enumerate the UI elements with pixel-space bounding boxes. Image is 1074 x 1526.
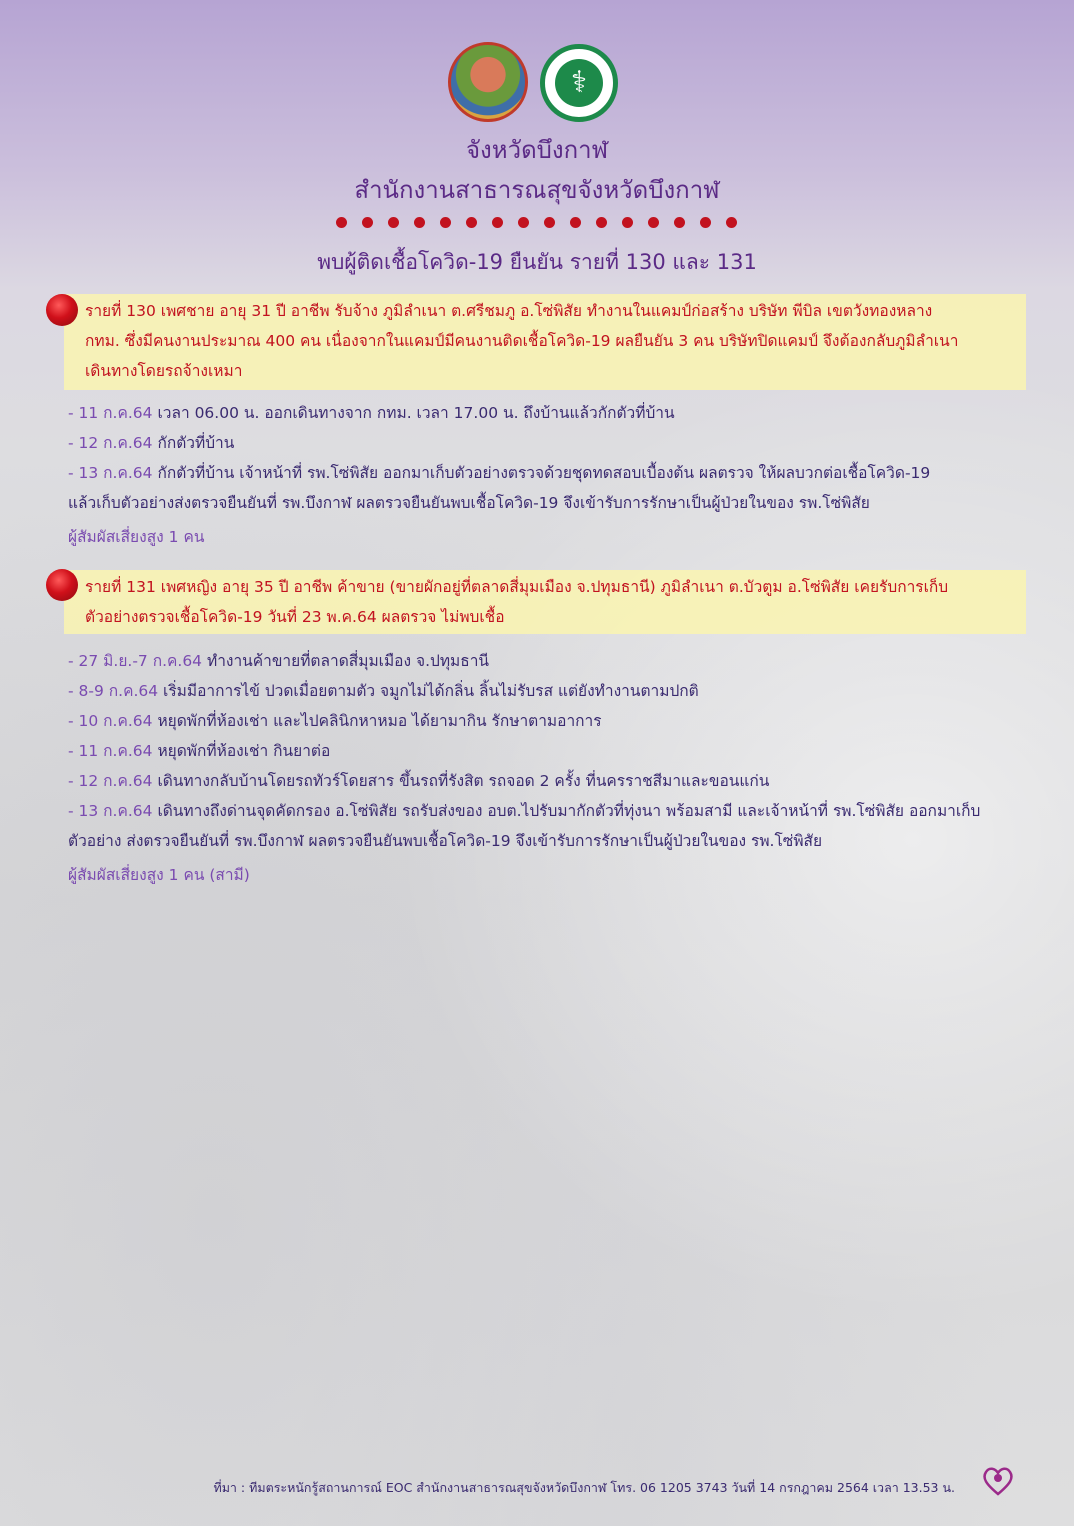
office-title: สำนักงานสาธารณสุขจังหวัดบึงกาฬ <box>354 176 720 204</box>
case-131-line1: รายที่ 131 เพศหญิง อายุ 35 ปี อาชีพ ค้าขาย (ขายผักอยู่ที่ตลาดสี่มุมเมือง จ.ปทุมธานี) ภูมิลำเนา ต.บัวตูม อ.โซ่พิสัย เคยรับการเก็บ <box>85 578 949 596</box>
timeline-item-cont: ตัวอย่าง ส่งตรวจยืนยันที่ รพ.บึงกาฬ ผลตรวจยืนยันพบเชื้อโควิด-19 จึงเข้ารับการรักษาเป็นผู้ป่วยในของ รพ.โซ่พิสัย <box>68 832 823 850</box>
case-130-line3: เดินทางโดยรถจ้างเหมา <box>85 362 243 380</box>
footer-source: ที่มา : ทีมตระหนักรู้สถานการณ์ EOC สำนักงานสาธารณสุขจังหวัดบึงกาฬ โทร. 06 1205 3743 วันที่ 14 กรกฎาคม 2564 เวลา 13.53 น. <box>213 1480 955 1495</box>
timeline-item: - 10 ก.ค.64 หยุดพักที่ห้องเช่า และไปคลินิกหาหมอ ได้ยามากิน รักษาตามอาการ <box>68 712 602 730</box>
timeline-item: - 13 ก.ค.64 กักตัวที่บ้าน เจ้าหน้าที่ รพ.โซ่พิสัย ออกมาเก็บตัวอย่างตรวจด้วยชุดทดสอบเบื้องต้น ผลตรวจ ให้ผลบวกต่อเชื้อโควิด-19 <box>68 464 931 482</box>
province-title: จังหวัดบึงกาฬ <box>465 136 609 164</box>
dot-divider <box>336 217 746 231</box>
case-130-risk: ผู้สัมผัสเสี่ยงสูง 1 คน <box>68 528 205 546</box>
province-seal-icon <box>448 42 528 122</box>
timeline-item: - 12 ก.ค.64 เดินทางกลับบ้านโดยรถทัวร์โดยสาร ขึ้นรถที่รังสิต รถจอด 2 ครั้ง ที่นครราชสีมาและขอนแก่น <box>68 772 770 790</box>
timeline-item: - 12 ก.ค.64 กักตัวที่บ้าน <box>68 434 235 452</box>
case-131-summary <box>64 570 1026 634</box>
timeline-item: - 13 ก.ค.64 เดินทางถึงด่านจุดคัดกรอง อ.โซ่พิสัย รถรับส่งของ อบต.ไปรับมากักตัวที่ทุ่งนา พร้อมสามี และเจ้าหน้าที่ รพ.โซ่พิสัย ออกมาเก็บ <box>68 802 981 820</box>
case-131-timeline <box>68 646 1028 856</box>
brand-heart-icon <box>980 1462 1016 1498</box>
case-131-risk: ผู้สัมผัสเสี่ยงสูง 1 คน (สามี) <box>68 866 250 884</box>
timeline-item: - 11 ก.ค.64 เวลา 06.00 น. ออกเดินทางจาก กทม. เวลา 17.00 น. ถึงบ้านแล้วกักตัวที่บ้าน <box>68 404 675 422</box>
timeline-item: - 8-9 ก.ค.64 เริ่มมีอาการไข้ ปวดเมื่อยตามตัว จมูกไม่ได้กลิ่น ลิ้นไม่รับรส แต่ยังทำงานตามปกติ <box>68 682 699 700</box>
case-131-bullet-icon <box>46 569 78 601</box>
logos <box>448 40 628 126</box>
headline: พบผู้ติดเชื้อโควิด-19 ยืนยัน รายที่ 130 และ 131 <box>317 250 757 274</box>
case-130-bullet-icon <box>46 294 78 326</box>
case-130-line2: กทม. ซึ่งมีคนงานประมาณ 400 คน เนื่องจากในแคมป์มีคนงานติดเชื้อโควิด-19 ผลยืนยัน 3 คน บริษัทปิดแคมป์ จึงต้องกลับภูมิลำเนา <box>85 332 959 350</box>
timeline-item: - 11 ก.ค.64 หยุดพักที่ห้องเช่า กินยาต่อ <box>68 742 331 760</box>
timeline-item: - 27 มิ.ย.-7 ก.ค.64 ทำงานค้าขายที่ตลาดสี่มุมเมือง จ.ปทุมธานี <box>68 652 490 670</box>
case-131-line2: ตัวอย่างตรวจเชื้อโควิด-19 วันที่ 23 พ.ค.64 ผลตรวจ ไม่พบเชื้อ <box>85 608 505 626</box>
case-130-line1: รายที่ 130 เพศชาย อายุ 31 ปี อาชีพ รับจ้าง ภูมิลำเนา ต.ศรีชมภู อ.โซ่พิสัย ทำงานในแคมป์ก่อสร้าง บริษัท พีบิล เขตวังทองหลาง <box>85 302 933 320</box>
timeline-item-cont: แล้วเก็บตัวอย่างส่งตรวจยืนยันที่ รพ.บึงกาฬ ผลตรวจยืนยันพบเชื้อโควิด-19 จึงเข้ารับการรักษาเป็นผู้ป่วยในของ รพ.โซ่พิสัย <box>68 494 870 512</box>
moph-logo-icon: ⚕ <box>540 44 618 122</box>
case-130-summary <box>64 294 1026 390</box>
case-130-timeline <box>68 398 1028 518</box>
